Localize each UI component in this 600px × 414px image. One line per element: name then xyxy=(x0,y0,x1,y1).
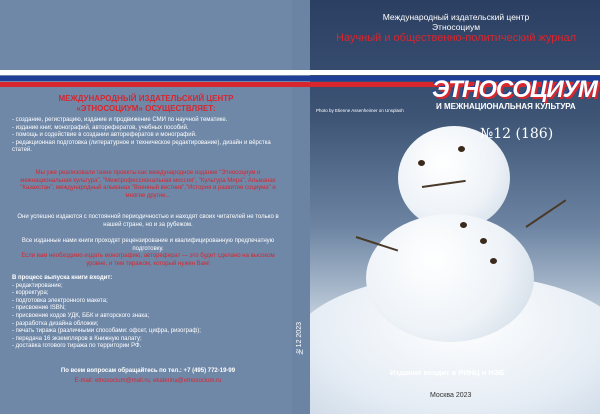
issue-number: №12 (186) xyxy=(480,126,554,142)
snowman-body xyxy=(366,214,534,342)
services-list xyxy=(12,117,284,155)
flag-stripe-white xyxy=(0,70,600,75)
publisher-line: Международный издательский центр xyxy=(382,12,530,22)
service-item: - помощь и содействие в создании авторефератов и монографий. xyxy=(12,132,197,139)
service-item: - создание, регистрацию, издание и продвижение СМИ по научной тематике. xyxy=(12,117,228,123)
snowman-eye-left xyxy=(418,160,425,166)
process-item: - доставка готового тиража по территории РФ. xyxy=(12,343,142,350)
front-cover xyxy=(310,0,600,414)
process-item: - разработка дизайна обложки; xyxy=(12,320,99,327)
process-title: В процесс выпуска книги входит: xyxy=(12,275,113,281)
process-item: - присвоение кодов УДК, ББК и авторского знака; xyxy=(12,312,150,319)
publisher-name: Этносоциум xyxy=(431,22,481,32)
journal-type: Научный и общественно-политический журнал xyxy=(336,32,576,44)
back-heading-line-1: МЕЖДУНАРОДНЫЙ ИЗДАТЕЛЬСКИЙ ЦЕНТР xyxy=(58,94,234,103)
projects-paragraph: Мы уже реализовали такие проекты как международное издание "Этносоциум и межнациональная культура", "Межпрофессиональная миссия", "Культура Мира", Альманах "Казахстан", международный альманах "Военный вестник","История и развитие социума" и многие другие... xyxy=(20,170,276,199)
process-item: - передача 16 экземпляров в Книжную палату; xyxy=(12,335,142,342)
service-item: - редакционная подготовка (литературное и техническое редактирование), дизайн и вёрстка статей. xyxy=(12,139,271,154)
contact-phone: По всем вопросам обращайтесь по тел.: +7 (495) 772-19-99 xyxy=(60,368,236,374)
back-heading xyxy=(0,94,292,114)
process-item: - редактирование; xyxy=(12,282,63,289)
snowman-button xyxy=(460,222,467,228)
service-item: - издание книг, монографий, авторефератов, учебных пособий. xyxy=(12,124,189,131)
contact-email[interactable]: E-mail: etnosocium@mail.ru, ekaterina@etnosocium.ru xyxy=(74,378,222,384)
success-paragraph: Они успешно издаются с постоянной периодичностью и находят своих читателей не только в нашей стране, но и за рубежом. xyxy=(17,214,279,228)
snowman-arm-right xyxy=(525,199,566,227)
process-item: - корректура; xyxy=(12,290,49,297)
back-cover xyxy=(0,0,292,414)
process-item: - подготовка электронного макета; xyxy=(12,297,108,304)
process-item: - печать тиража (различными способами: офсет, цифра, ризограф); xyxy=(12,328,201,335)
process-list xyxy=(12,275,284,351)
offer-paragraph: Если вам необходимо издать монографию, автореферат — это будет сделано на высоком уровне, и тем тиражом, который нужен Вам! xyxy=(21,253,275,267)
city-year: Москва 2023 xyxy=(430,392,472,399)
snowman-button xyxy=(480,238,487,244)
journal-logo: ЭТНОСОЦИУМ xyxy=(432,76,597,103)
snowman-button xyxy=(490,258,497,264)
photo-credit: Photo by Etienne Assenheimer on Unsplash xyxy=(316,108,404,113)
indexing-note: Издание входит в РИНЦ и НЭБ xyxy=(390,368,505,377)
review-paragraph: Все изданные нами книги проходят рецензирование и квалифицированную предпечатную подготовку. xyxy=(21,238,275,252)
journal-logo-subtitle: И МЕЖНАЦИОНАЛЬНАЯ КУЛЬТУРА xyxy=(436,102,576,111)
process-item: - присвоение ISBN; xyxy=(12,305,66,312)
snowman-eye-right xyxy=(458,146,465,152)
spine-issue: №12 2023 xyxy=(296,322,303,355)
back-heading-line-2: «ЭТНОСОЦИУМ» ОСУЩЕСТВЛЯЕТ: xyxy=(76,104,216,113)
